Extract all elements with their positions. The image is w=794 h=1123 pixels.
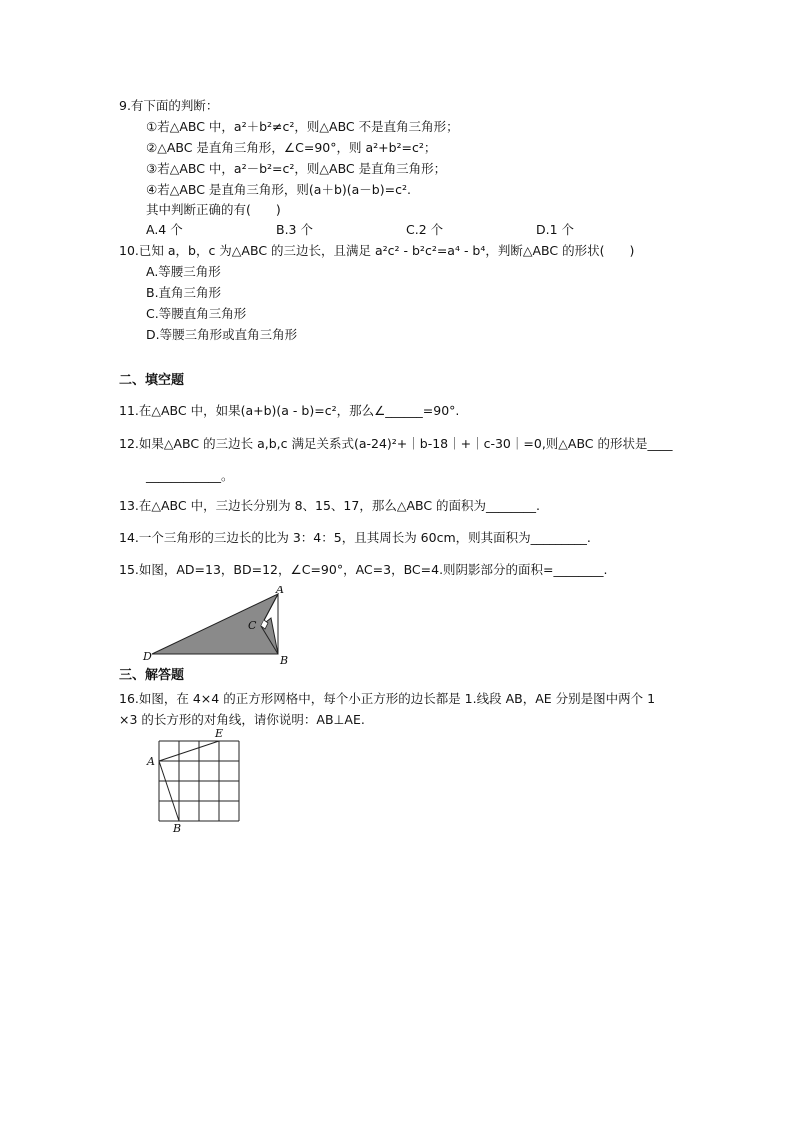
q12-line-1: 12.如果△ABC 的三边长 a,b,c 满足关系式(a-24)²+｜b-18｜+｜c-30｜=0,则△ABC 的形状是____ [119, 436, 673, 451]
label-b: B [280, 654, 289, 666]
q15-figure [140, 586, 300, 666]
q10-option-a: A.等腰三角形 [146, 264, 221, 279]
q13-text: 13.在△ABC 中，三边长分别为 8、15、17，那么△ABC 的面积为________. [119, 498, 541, 513]
q10-option-b: B.直角三角形 [146, 285, 222, 300]
q14-text: 14.一个三角形的三边长的比为 3：4：5，且其周长为 60cm，则其面积为_________. [119, 530, 591, 545]
q11-text: 11.在△ABC 中，如果(a+b)(a - b)=c²，那么∠______=90°. [119, 403, 460, 418]
shaded-region [152, 594, 278, 654]
q9-item-1: ①若△ABC 中，a²＋b²≠c²，则△ABC 不是直角三角形； [146, 119, 459, 134]
q9-option-a: A.4 个 [146, 222, 183, 237]
q9-item-2: ②△ABC 是直角三角形，∠C=90°，则 a²+b²=c²； [146, 140, 437, 155]
q9-option-d: D.1 个 [536, 222, 575, 237]
q15-text: 15.如图，AD=13，BD=12，∠C=90°，AC=3，BC=4.则阴影部分的面积=________. [119, 562, 608, 577]
label-d: D [143, 650, 152, 663]
q9-item-3: ③若△ABC 中，a²－b²=c²，则△ABC 是直角三角形； [146, 161, 447, 176]
label-e: E [215, 728, 224, 740]
segment-ab [159, 761, 179, 821]
q12-line-2: ____________。 [146, 468, 234, 483]
q16-line-2: ×3 的长方形的对角线，请你说明：AB⊥AE. [119, 712, 365, 727]
q9-item-4: ④若△ABC 是直角三角形，则(a＋b)(a－b)=c². [146, 182, 411, 197]
label-b: B [173, 822, 182, 834]
section-title-fill-blank: 二、填空题 [119, 373, 185, 388]
q10-option-d: D.等腰三角形或直角三角形 [146, 327, 298, 342]
q9-option-c: C.2 个 [406, 222, 444, 237]
label-a: A [276, 586, 284, 596]
label-a: A [147, 755, 155, 768]
q10-option-c: C.等腰直角三角形 [146, 306, 247, 321]
q9-stem: 9.有下面的判断： [119, 98, 219, 113]
section-title-solve: 三、解答题 [119, 668, 185, 683]
q9-prompt: 其中判断正确的有( ) [146, 202, 281, 217]
grid-lines [159, 741, 239, 821]
label-c: C [248, 619, 257, 632]
q10-stem: 10.已知 a，b，c 为△ABC 的三边长，且满足 a²c² - b²c²=a⁴ - b⁴，判断△ABC 的形状( ) [119, 243, 635, 258]
q9-option-b: B.3 个 [276, 222, 313, 237]
q16-line-1: 16.如图，在 4×4 的正方形网格中，每个小正方形的边长都是 1.线段 AB，AE 分别是图中两个 1 [119, 691, 656, 706]
segment-ae [159, 741, 219, 761]
q16-grid-figure [142, 728, 246, 834]
